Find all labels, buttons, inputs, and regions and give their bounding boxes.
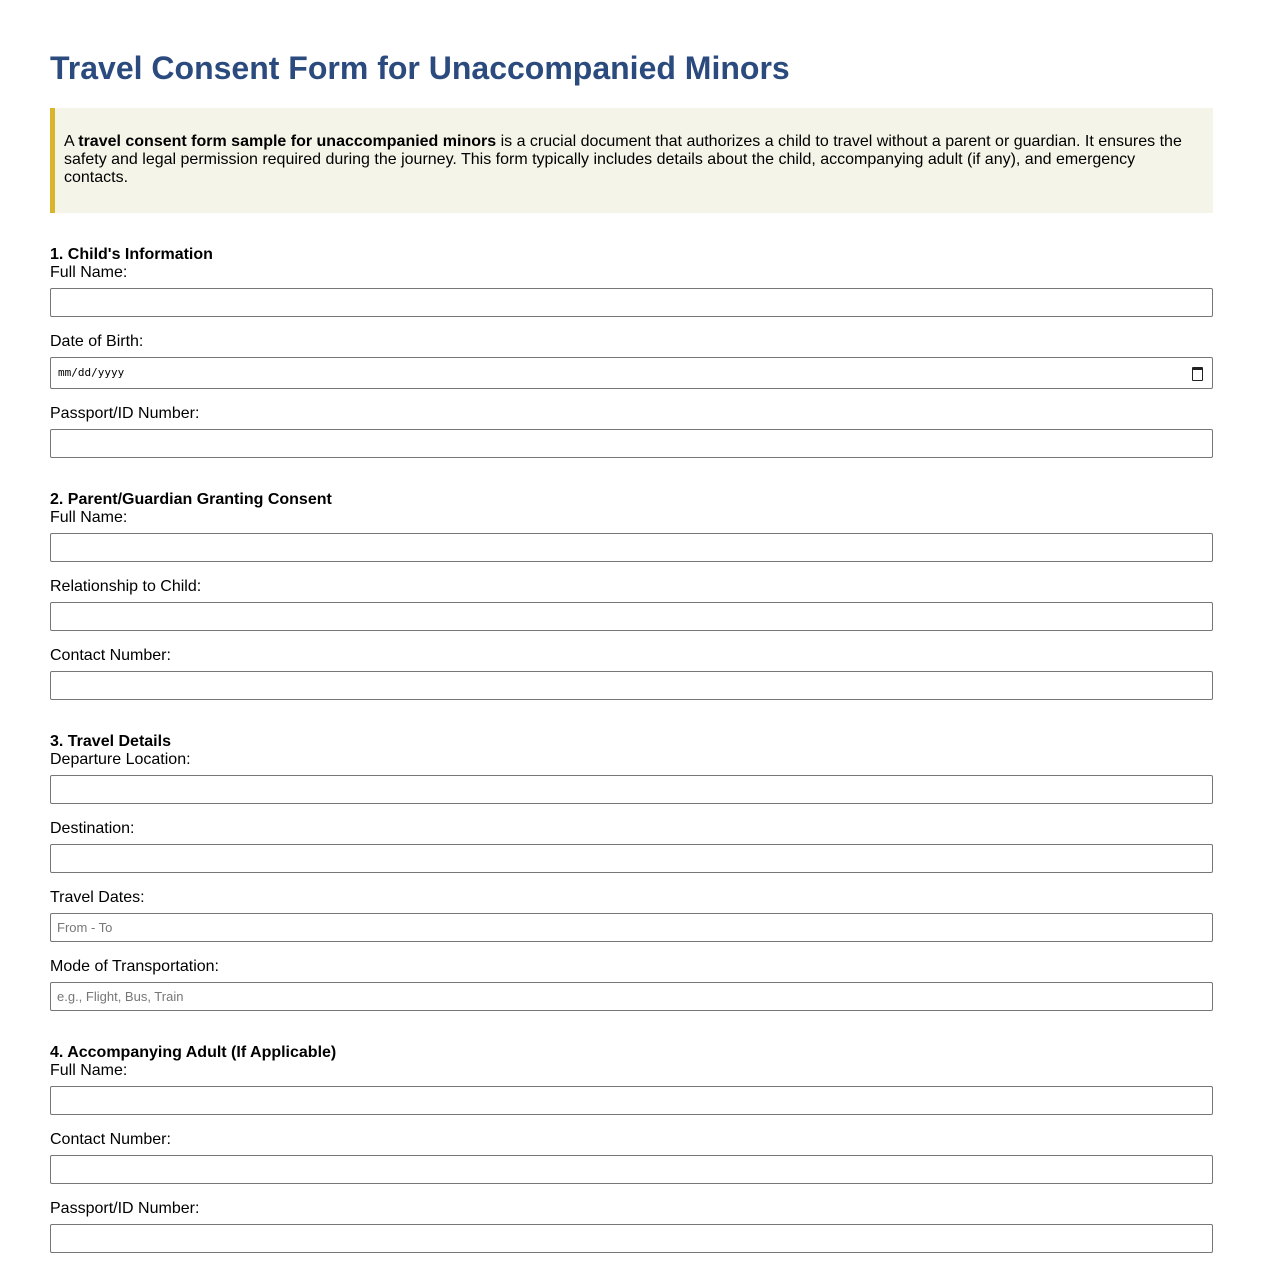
- child-full-name-input[interactable]: [50, 288, 1213, 317]
- adult-contact-input[interactable]: [50, 1155, 1213, 1184]
- guardian-full-name-input[interactable]: [50, 533, 1213, 562]
- section-accompanying-adult: [50, 1044, 1213, 1253]
- section-child-info: [50, 246, 1213, 458]
- field-label: Passport/ID Number:: [50, 405, 200, 422]
- adult-full-name-input[interactable]: [50, 1086, 1213, 1115]
- section-heading: 2. Parent/Guardian Granting Consent: [50, 491, 332, 508]
- intro-box: [50, 108, 1213, 213]
- intro-text: A: [64, 133, 79, 150]
- intro-text-rest: is a crucial document that authorizes a child to travel without a parent or guardian. It ensures the safety and legal permission required during the journey. This form typically includes details about the child, accompanying adult (if any), and emergency contacts.: [64, 133, 1182, 186]
- field-label: Full Name:: [50, 1062, 128, 1079]
- adult-passport-input[interactable]: [50, 1224, 1213, 1253]
- intro-bold: travel consent form sample for unaccompanied minors: [78, 133, 497, 150]
- calendar-icon[interactable]: [1192, 367, 1203, 381]
- child-dob-input[interactable]: [50, 357, 1213, 389]
- departure-input[interactable]: [50, 775, 1213, 804]
- field-label: Passport/ID Number:: [50, 1200, 200, 1217]
- travel-dates-input[interactable]: [50, 913, 1213, 942]
- page-title: Travel Consent Form for Unaccompanied Minors: [50, 50, 790, 86]
- relationship-input[interactable]: [50, 602, 1213, 631]
- guardian-contact-input[interactable]: [50, 671, 1213, 700]
- transport-mode-input[interactable]: [50, 982, 1213, 1011]
- destination-input[interactable]: [50, 844, 1213, 873]
- field-label: Departure Location:: [50, 751, 191, 768]
- field-label: Contact Number:: [50, 1131, 171, 1148]
- field-label: Relationship to Child:: [50, 578, 202, 595]
- section-parent-guardian: [50, 491, 1213, 700]
- field-label: Travel Dates:: [50, 889, 145, 906]
- date-placeholder: mm/dd/yyyy: [58, 366, 125, 379]
- child-passport-input[interactable]: [50, 429, 1213, 458]
- section-heading: 3. Travel Details: [50, 733, 171, 750]
- field-label: Mode of Transportation:: [50, 958, 219, 975]
- section-heading: 1. Child's Information: [50, 246, 213, 263]
- field-label: Full Name:: [50, 509, 128, 526]
- field-label: Date of Birth:: [50, 333, 144, 350]
- field-label: Full Name:: [50, 264, 128, 281]
- field-label: Destination:: [50, 820, 135, 837]
- section-heading: 4. Accompanying Adult (If Applicable): [50, 1044, 337, 1061]
- field-label: Contact Number:: [50, 647, 171, 664]
- section-travel-details: [50, 733, 1213, 1011]
